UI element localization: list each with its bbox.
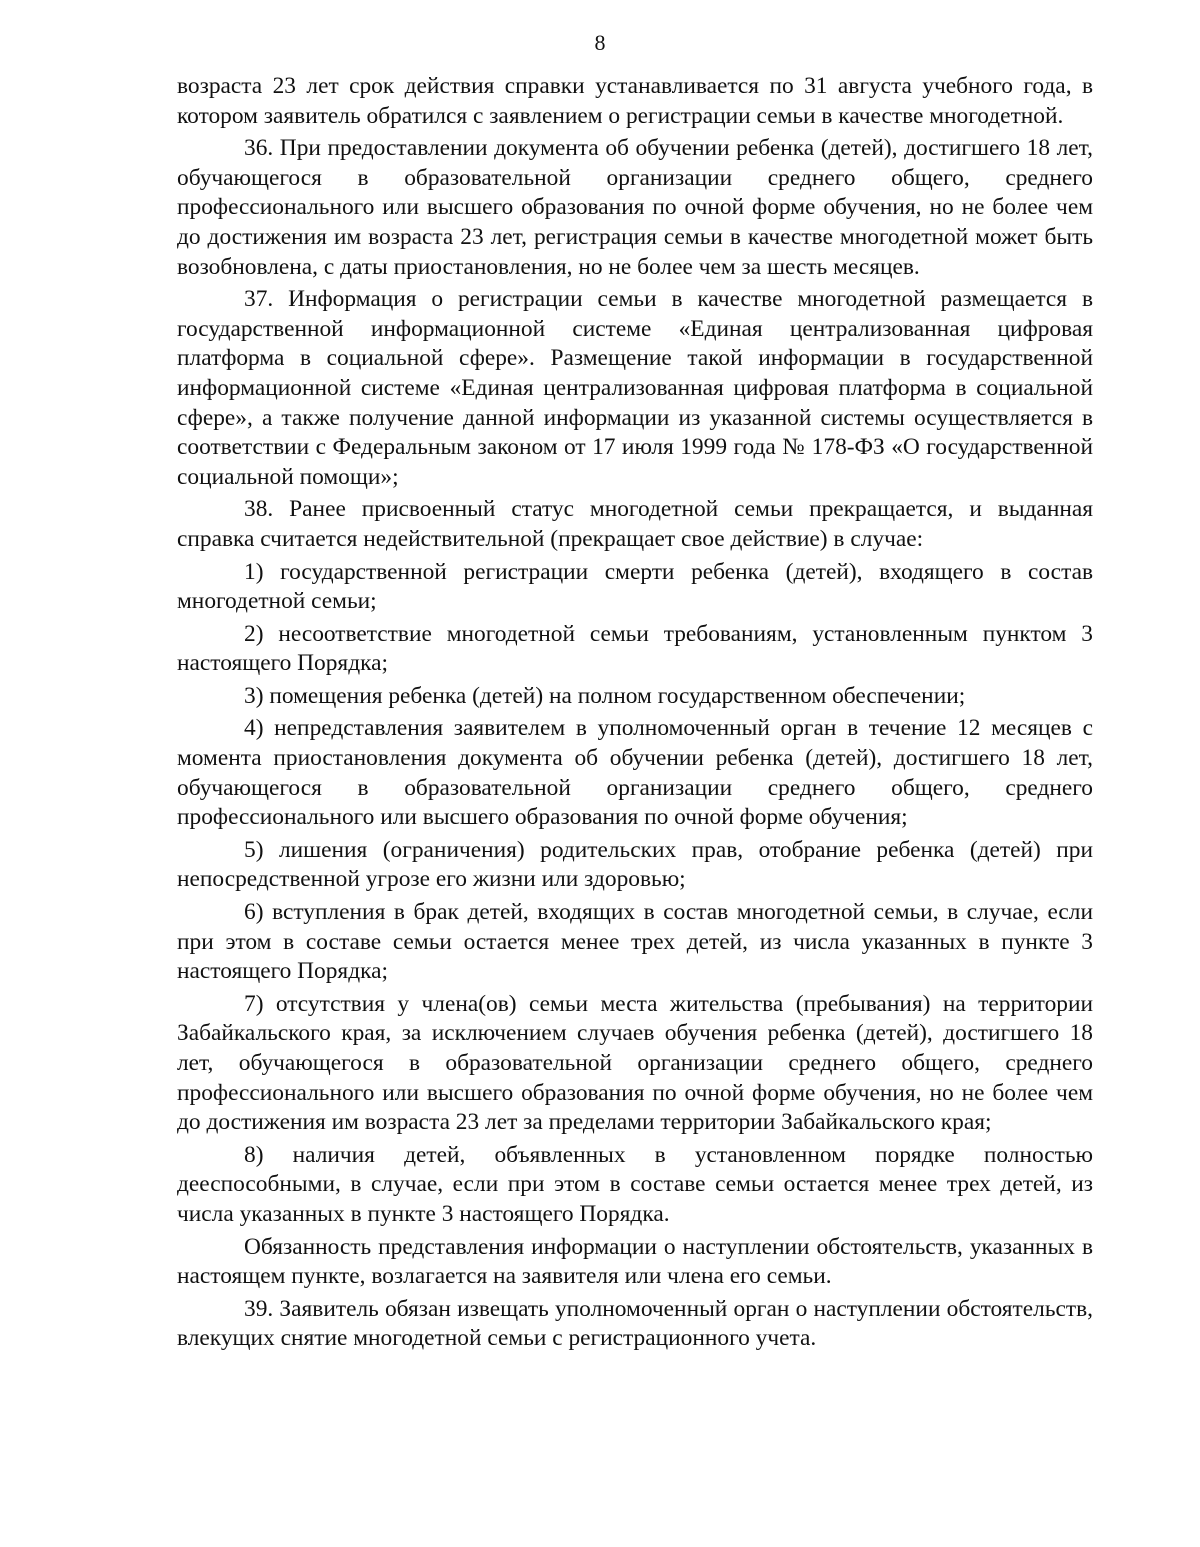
list-item-1: 1) государственной регистрации смерти ребенка (детей), входящего в состав многодетной семьи; (177, 558, 1093, 615)
list-item-3: 3) помещения ребенка (детей) на полном государственном обеспечении; (244, 682, 966, 709)
paragraph-39: 39. Заявитель обязан извещать уполномоченный орган о наступлении обстоятельств, влекущих снятие многодетной семьи с регистрационного учета. (177, 1295, 1093, 1352)
list-item-5: 5) лишения (ограничения) родительских прав, отобрание ребенка (детей) при непосредственной угрозе его жизни или здоровью; (177, 836, 1093, 893)
paragraph-38: 38. Ранее присвоенный статус многодетной семьи прекращается, и выданная справка считается недействительной (прекращает свое действие) в случае: (177, 496, 1093, 552)
paragraph-36: 36. При предоставлении документа об обучении ребенка (детей), достигшего 18 лет, обучающегося в образовательной организации среднего общего, среднего профессионального или высшего образования по очной форме обучения, но не более чем до достижения им возраста 23 лет, регистрация семьи в качестве многодетной может быть возобновлена, с даты приостановления, но не более чем за шесть месяцев. (177, 135, 1093, 280)
list-item-8: 8) наличия детей, объявленных в установленном порядке полностью дееспособными, в случае, если при этом в составе семьи остается менее трех детей, из числа указанных в пункте 3 настоящего Порядка. (177, 1141, 1093, 1227)
paragraph-continuation: возраста 23 лет срок действия справки устанавливается по 31 августа учебного года, в котором заявитель обратился с заявлением о регистрации семьи в качестве многодетной. (177, 73, 1093, 129)
list-item-4: 4) непредставления заявителем в уполномоченный орган в течение 12 месяцев с момента приостановления документа об обучении ребенка (детей), достигшего 18 лет, обучающегося в образовательной организации среднего общего, среднего профессионального или высшего образования по очной форме обучения; (177, 715, 1093, 831)
document-body (177, 72, 1093, 1354)
list-item-6: 6) вступления в брак детей, входящих в состав многодетной семьи, в случае, если при этом в составе семьи остается менее трех детей, из числа указанных в пункте 3 настоящего Порядка; (177, 899, 1093, 985)
page-number: 8 (594, 30, 606, 55)
paragraph-37: 37. Информация о регистрации семьи в качестве многодетной размещается в государственной информационной системе «Единая централизованная цифровая платформа в социальной сфере». Размещение такой информации в государственной информационной системе «Единая централизованная цифровая платформа в социальной сфере», а также получение данной информации из указанной системы осуществляется в соответствии с Федеральным законом от 17 июля 1999 года № 178-ФЗ «О государственной социальной помощи»; (177, 286, 1093, 490)
list-item-7: 7) отсутствия у члена(ов) семьи места жительства (пребывания) на территории Забайкальского края, за исключением случаев обучения ребенка (детей), достигшего 18 лет, обучающегося в образовательной организации среднего общего, среднего профессионального или высшего образования по очной форме обучения, но не более чем до достижения им возраста 23 лет за пределами территории Забайкальского края; (177, 990, 1093, 1136)
list-item-2: 2) несоответствие многодетной семьи требованиям, установленным пунктом 3 настоящего Порядка; (177, 620, 1093, 677)
obligation-paragraph: Обязанность представления информации о наступлении обстоятельств, указанных в настоящем пункте, возлагается на заявителя или члена его семьи. (177, 1233, 1093, 1290)
